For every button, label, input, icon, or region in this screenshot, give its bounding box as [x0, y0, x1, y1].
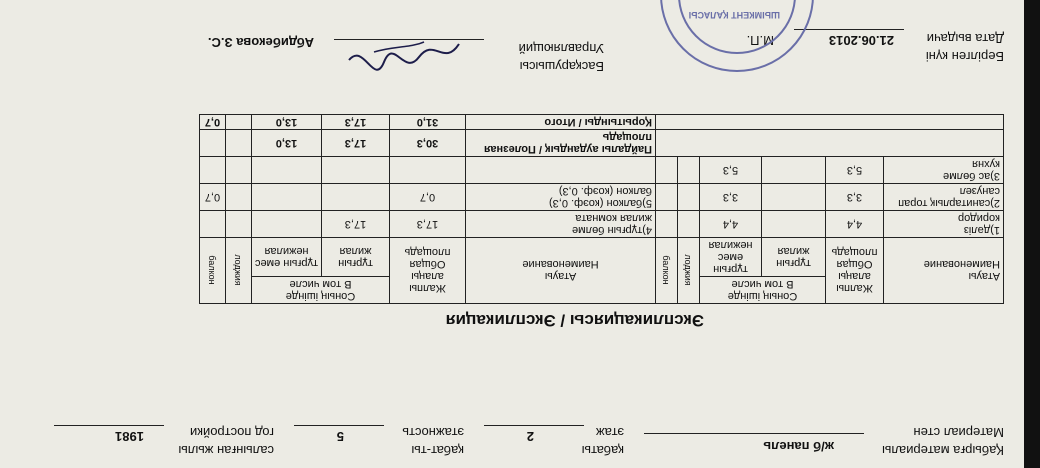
row-total-2: 0,7 — [390, 184, 466, 211]
useful-area-nonliving: 13,0 — [252, 130, 322, 157]
header-living: тұрғын жилая — [762, 238, 826, 277]
row-balcony — [656, 157, 678, 184]
row-total: 3,3 — [826, 184, 884, 211]
row-total-2 — [390, 157, 466, 184]
header-nonliving: тұрғын емес нежилая — [700, 238, 762, 277]
total-row — [10, 115, 1004, 130]
row-living-2 — [322, 157, 390, 184]
header-total-area: Жалпы алаңы Общая площадь — [826, 238, 884, 304]
seal-mark: М.П. — [746, 33, 774, 48]
row-balcony-2: 0,7 — [200, 184, 226, 211]
storeys-value: 5 — [336, 429, 344, 444]
header-loggia-2: лоджия — [226, 238, 252, 304]
row-name-2 — [466, 157, 656, 184]
row-living — [762, 211, 826, 238]
row-nonliving-2 — [252, 157, 322, 184]
issued-underline — [794, 29, 904, 30]
header-balcony: балкон — [656, 238, 678, 304]
row-living — [762, 157, 826, 184]
total-area: 31,0 — [390, 115, 466, 130]
issued-label-kz: Берілген күні — [925, 49, 1004, 64]
table-row — [10, 184, 1004, 211]
explication-table — [10, 114, 1005, 304]
row-name-2: 4)тұрғын бөлме жилая комната — [466, 211, 656, 238]
row-name: 1)дәліз коридор — [884, 211, 1004, 238]
row-loggia — [678, 211, 700, 238]
header-name: Атауы Наименование — [884, 238, 1004, 304]
row-nonliving-2 — [252, 211, 322, 238]
header-living-2: тұрғын жилая — [322, 238, 390, 277]
row-balcony — [656, 211, 678, 238]
total-label: Қорытынды / Итого — [466, 115, 656, 130]
table-row — [10, 211, 1004, 238]
material-value: ж/б панель — [763, 439, 834, 454]
row-living — [762, 184, 826, 211]
header-loggia: лоджия — [678, 238, 700, 304]
row-name-2: 5)балкон (коэф. 0,3) балкон (коэф. 0,3) — [466, 184, 656, 211]
row-balcony-2 — [200, 211, 226, 238]
row-nonliving-2 — [252, 184, 322, 211]
explication-title: Экспликациясы / Экспликация — [445, 311, 704, 330]
storeys-underline — [294, 425, 384, 426]
row-loggia — [678, 184, 700, 211]
storeys-label-kz: қабат-ты — [411, 443, 464, 458]
row-balcony — [656, 184, 678, 211]
useful-area-row — [10, 130, 1004, 157]
floor-value: 2 — [526, 429, 534, 444]
header-including-2: Соның ішінде В том числе — [252, 277, 390, 304]
row-name: 2)санитарлық торап санузел — [884, 184, 1004, 211]
row-total-2: 17,3 — [390, 211, 466, 238]
manager-label-kz: Басқарушысы — [519, 59, 604, 74]
issued-date: 21.06.2013 — [828, 33, 894, 48]
row-living-2: 17,3 — [322, 211, 390, 238]
issued-label-ru: Дата выдачи — [926, 31, 1004, 46]
row-nonliving: 5,3 — [700, 157, 762, 184]
material-underline — [644, 433, 864, 434]
year-value: 1981 — [115, 429, 144, 444]
row-loggia-2 — [226, 157, 252, 184]
header-nonliving-2: тұрғын емес нежилая — [252, 238, 322, 277]
row-total: 5,3 — [826, 157, 884, 184]
header-balcony-2: балкон — [200, 238, 226, 304]
manager-label-ru: Управляющий — [518, 41, 604, 56]
header-total-area-2: Жалпы алаңы Общая площадь — [390, 238, 466, 304]
total-nonliving: 13,0 — [252, 115, 322, 130]
row-nonliving: 3,3 — [700, 184, 762, 211]
floor-label-ru: этаж — [595, 425, 624, 440]
row-loggia — [678, 157, 700, 184]
row-loggia-2 — [226, 184, 252, 211]
row-nonliving: 4,4 — [700, 211, 762, 238]
total-living: 17,3 — [322, 115, 390, 130]
row-balcony-2 — [200, 157, 226, 184]
useful-area-label: Пайдалы аудандық / Полезная площадь — [466, 130, 656, 157]
signature — [344, 32, 464, 72]
year-underline — [54, 425, 164, 426]
table-header-row-1 — [10, 277, 1004, 304]
row-name: 3)ас бөлме кухня — [884, 157, 1004, 184]
storeys-label-ru: этажность — [402, 425, 464, 440]
useful-area-living: 17,3 — [322, 130, 390, 157]
material-label-kz: Қабырға материалы — [882, 443, 1004, 458]
material-label-ru: Материал стен — [913, 425, 1004, 440]
manager-name: Абдибекова З.С. — [207, 35, 314, 50]
table-row — [10, 157, 1004, 184]
row-total: 4,4 — [826, 211, 884, 238]
floor-underline — [484, 425, 584, 426]
year-label-ru: год постройки — [190, 425, 274, 440]
useful-area-total: 30,3 — [390, 130, 466, 157]
year-label-kz: салынған жылы — [178, 443, 274, 458]
total-balcony: 0,7 — [200, 115, 226, 130]
row-living-2 — [322, 184, 390, 211]
stamp-text: ШЫМКЕНТ ҚАЛАСЫ — [688, 10, 780, 20]
floor-label-kz: қабаты — [581, 443, 624, 458]
header-name-2: Атауы Наименование — [466, 238, 656, 304]
row-loggia-2 — [226, 211, 252, 238]
header-including: Соның ішінде В том числе — [700, 277, 826, 304]
